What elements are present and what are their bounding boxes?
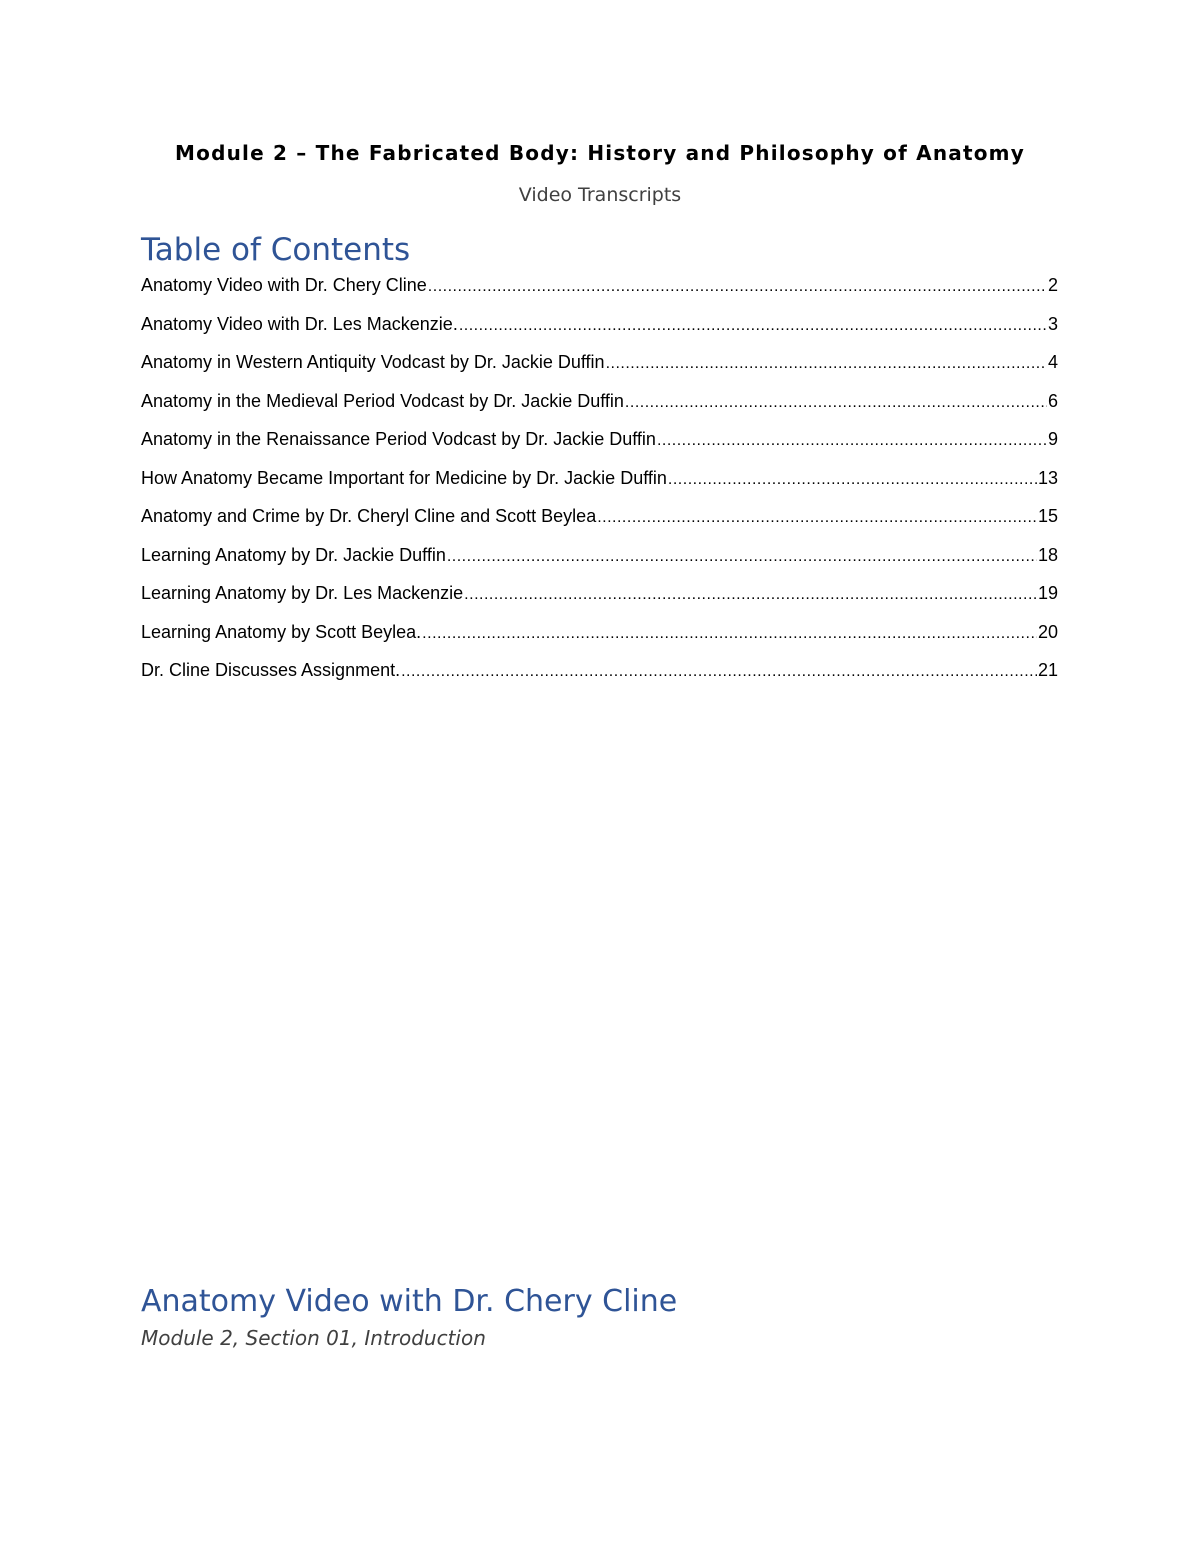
toc-entry-page-number: 15 <box>1037 506 1058 526</box>
section-subheading: Module 2, Section 01, Introduction <box>141 1326 486 1350</box>
toc-entry-page-number: 6 <box>1047 390 1058 411</box>
toc-entry-page-number: 20 <box>1037 621 1058 642</box>
toc-entry-title: How Anatomy Became Important for Medicine by Dr. Jackie Duffin <box>141 467 667 488</box>
toc-entry-title: Anatomy in the Renaissance Period Vodcast by Dr. Jackie Duffin <box>141 429 656 449</box>
toc-dot-leader <box>447 548 1037 566</box>
toc-entry[interactable] <box>141 583 1058 622</box>
toc-entry-page-number: 9 <box>1047 429 1058 449</box>
toc-entry[interactable] <box>141 622 1058 661</box>
toc-entry-title: Anatomy in the Medieval Period Vodcast by Dr. Jackie Duffin <box>141 390 624 411</box>
toc-entry-page-number: 4 <box>1047 352 1058 372</box>
toc-entry-title: Dr. Cline Discusses Assignment. <box>141 660 401 680</box>
toc-dot-leader <box>428 278 1047 296</box>
toc-entry[interactable] <box>141 429 1058 468</box>
toc-entry-title: Learning Anatomy by Dr. Jackie Duffin <box>141 544 446 565</box>
toc-dot-leader <box>657 432 1047 450</box>
toc-dot-leader <box>625 394 1047 412</box>
toc-entry-page-number: 3 <box>1047 313 1058 334</box>
toc-entry-page-number: 19 <box>1037 583 1058 603</box>
toc-entry-page-number: 2 <box>1047 275 1058 295</box>
section-heading: Anatomy Video with Dr. Chery Cline <box>141 1284 678 1319</box>
toc-entry-title: Anatomy Video with Dr. Chery Cline <box>141 275 427 295</box>
toc-entry-page-number: 13 <box>1037 467 1058 488</box>
document-title: Module 2 – The Fabricated Body: History and Philosophy of Anatomy <box>175 141 1025 165</box>
toc-heading: Table of Contents <box>141 232 411 268</box>
toc-entry-title: Anatomy and Crime by Dr. Cheryl Cline and Scott Beylea <box>141 506 597 526</box>
toc-dot-leader <box>597 509 1037 527</box>
toc-dot-leader <box>606 355 1047 373</box>
toc-entry-title: Learning Anatomy by Scott Beylea. <box>141 621 422 642</box>
toc-dot-leader <box>668 471 1037 489</box>
toc-entry[interactable] <box>141 275 1058 314</box>
toc-entry[interactable] <box>141 391 1058 430</box>
toc-entry[interactable] <box>141 545 1058 584</box>
toc-entry-title: Anatomy Video with Dr. Les Mackenzie. <box>141 313 458 334</box>
toc-dot-leader <box>422 625 1037 643</box>
table-of-contents <box>141 275 1058 699</box>
toc-entry-page-number: 21 <box>1037 660 1058 680</box>
document-subtitle: Video Transcripts <box>518 184 682 206</box>
toc-entry-title: Anatomy in Western Antiquity Vodcast by Dr. Jackie Duffin <box>141 352 605 372</box>
toc-entry-page-number: 18 <box>1037 544 1058 565</box>
toc-entry[interactable] <box>141 314 1058 353</box>
toc-entry[interactable] <box>141 506 1058 545</box>
toc-dot-leader <box>459 317 1047 335</box>
toc-dot-leader <box>401 663 1037 681</box>
toc-entry[interactable] <box>141 660 1058 699</box>
toc-dot-leader <box>464 586 1037 604</box>
toc-entry[interactable] <box>141 352 1058 391</box>
toc-entry-title: Learning Anatomy by Dr. Les Mackenzie <box>141 583 464 603</box>
toc-entry[interactable] <box>141 468 1058 507</box>
